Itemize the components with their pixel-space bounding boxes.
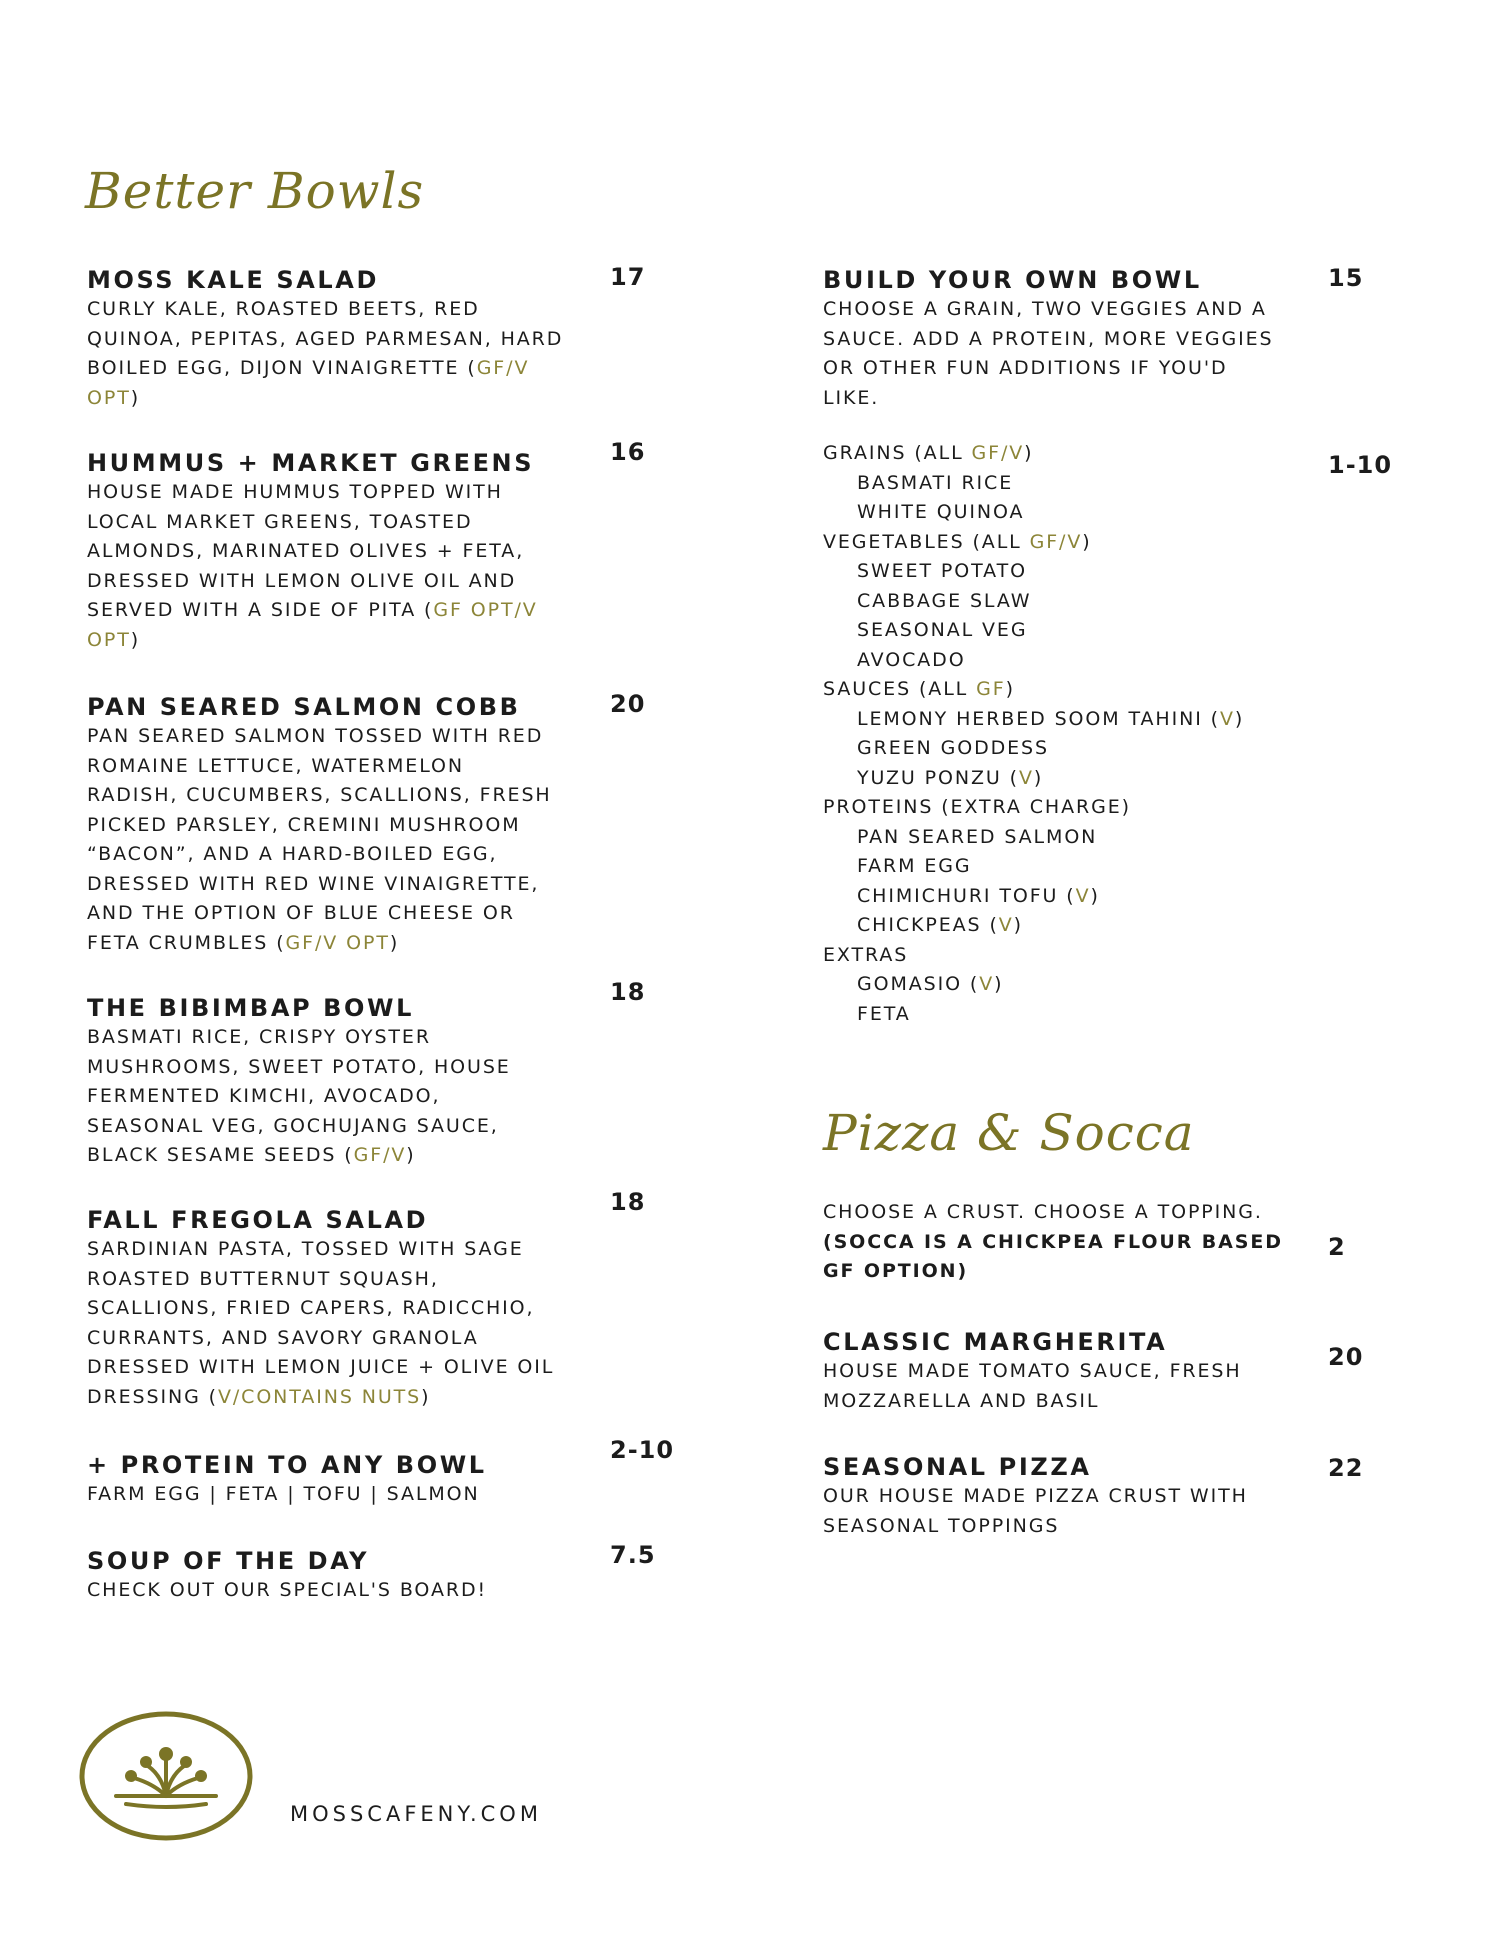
- option-item: BASMATI RICE: [857, 471, 1014, 494]
- item-description: PAN SEARED SALMON TOSSED WITH RED ROMAINE LETTUCE, WATERMELON RADISH, CUCUMBERS, SCALLIONS, FRESH PICKED PARSLEY, CREMINI MUSHROOM “BACON”, AND A HARD-BOILED EGG, DRESSED WITH RED WINE VINAIGRETTE, AND THE OPTION OF BLUE CHEESE OR FETA CRUMBLES (GF/V OPT): [87, 725, 552, 954]
- menu-item-bibimbap-bowl: [87, 993, 607, 1171]
- website-url[interactable]: MOSSCAFENY.COM: [290, 1802, 542, 1826]
- heading-pizza-socca: Pizza & Socca: [823, 1104, 1195, 1162]
- option-item: FETA: [857, 1002, 911, 1025]
- menu-item-soup-of-the-day: [87, 1546, 607, 1606]
- item-description: OUR HOUSE MADE PIZZA CRUST WITH SEASONAL TOPPINGS: [823, 1485, 1248, 1537]
- menu-item-fall-fregola-salad: [87, 1205, 607, 1412]
- item-name: SEASONAL PIZZA: [823, 1453, 1092, 1481]
- option-item: SEASONAL VEG: [857, 619, 1028, 641]
- option-category-sauces: SAUCES (ALL GF): [823, 678, 1015, 700]
- item-price: 20: [1328, 1343, 1364, 1371]
- heading-better-bowls: Better Bowls: [85, 162, 425, 220]
- item-price: 22: [1328, 1454, 1364, 1482]
- menu-item-classic-margherita: [823, 1327, 1303, 1416]
- option-item: WHITE QUINOA: [857, 501, 1025, 523]
- item-name: THE BIBIMBAP BOWL: [87, 994, 415, 1022]
- option-category-vegetables: VEGETABLES (ALL GF/V): [823, 530, 1092, 553]
- menu-item-hummus-market-greens: [87, 448, 607, 655]
- dietary-tag: V/CONTAINS NUTS: [217, 1385, 422, 1408]
- dietary-tag: GF OPT/V OPT: [87, 599, 538, 651]
- item-name: + PROTEIN TO ANY BOWL: [87, 1451, 487, 1479]
- option-category-grains: GRAINS (ALL GF/V): [823, 442, 1034, 464]
- pizza-intro-text: CHOOSE A CRUST. CHOOSE A TOPPING.: [823, 1201, 1263, 1223]
- item-price: 16: [610, 438, 646, 466]
- bowl-options-list: [823, 439, 1273, 1029]
- item-price: 17: [610, 263, 646, 291]
- item-description: FARM EGG | FETA | TOFU | SALMON: [87, 1483, 480, 1505]
- option-category-extras: EXTRAS: [823, 943, 909, 966]
- item-name: SOUP OF THE DAY: [87, 1547, 370, 1575]
- item-name: HUMMUS + MARKET GREENS: [87, 449, 535, 477]
- option-item: AVOCADO: [857, 648, 966, 671]
- socca-note: (SOCCA IS A CHICKPEA FLOUR BASED GF OPTION): [823, 1230, 1283, 1282]
- menu-item-seasonal-pizza: [823, 1452, 1303, 1541]
- menu-item-moss-kale-salad: [87, 265, 607, 413]
- item-price: 2-10: [610, 1436, 675, 1464]
- option-item: FARM EGG: [857, 855, 972, 877]
- menu-item-salmon-cobb: [87, 692, 607, 958]
- item-name: PAN SEARED SALMON COBB: [87, 693, 521, 721]
- item-description: CHOOSE A GRAIN, TWO VEGGIES AND A SAUCE. ADD A PROTEIN, MORE VEGGIES OR OTHER FUN ADDITIONS IF YOU'D LIKE.: [823, 298, 1274, 409]
- option-item: GOMASIO (V): [857, 973, 1004, 995]
- item-price: 20: [610, 690, 646, 718]
- socca-price: 2: [1328, 1233, 1346, 1261]
- item-price: 15: [1328, 264, 1364, 292]
- pizza-intro: [823, 1198, 1303, 1287]
- item-description: HOUSE MADE TOMATO SAUCE, FRESH MOZZARELLA AND BASIL: [823, 1360, 1242, 1412]
- option-item: CHICKPEAS (V): [857, 914, 1023, 936]
- dietary-tag: GF/V OPT: [87, 357, 530, 409]
- option-item: CABBAGE SLAW: [857, 589, 1032, 612]
- item-name: MOSS KALE SALAD: [87, 266, 379, 294]
- options-price: 1-10: [1328, 451, 1393, 479]
- item-description: CHECK OUT OUR SPECIAL'S BOARD!: [87, 1579, 488, 1601]
- sprout-logo-icon: [78, 1710, 254, 1842]
- item-name: FALL FREGOLA SALAD: [87, 1206, 429, 1234]
- item-description: HOUSE MADE HUMMUS TOPPED WITH LOCAL MARKET GREENS, TOASTED ALMONDS, MARINATED OLIVES + FETA, DRESSED WITH LEMON OLIVE OIL AND SERVED WITH A SIDE OF PITA (GF OPT/V OPT): [87, 481, 538, 651]
- item-name: BUILD YOUR OWN BOWL: [823, 266, 1202, 294]
- menu-item-protein-add-on: [87, 1450, 607, 1510]
- option-item: CHIMICHURI TOFU (V): [857, 884, 1100, 907]
- menu-item-build-your-own-bowl: [823, 265, 1303, 413]
- option-item: YUZU PONZU (V): [857, 766, 1044, 789]
- item-description: BASMATI RICE, CRISPY OYSTER MUSHROOMS, SWEET POTATO, HOUSE FERMENTED KIMCHI, AVOCADO, SEASONAL VEG, GOCHUJANG SAUCE, BLACK SESAME SEEDS (GF/V): [87, 1026, 511, 1166]
- dietary-tag: GF/V: [353, 1144, 407, 1166]
- item-name: CLASSIC MARGHERITA: [823, 1328, 1168, 1356]
- dietary-tag: GF/V OPT: [285, 931, 390, 954]
- option-item: GREEN GODDESS: [857, 737, 1049, 759]
- item-description: CURLY KALE, ROASTED BEETS, RED QUINOA, PEPITAS, AGED PARMESAN, HARD BOILED EGG, DIJON VINAIGRETTE (GF/V OPT): [87, 298, 564, 409]
- option-item: PAN SEARED SALMON: [857, 825, 1098, 848]
- option-item: LEMONY HERBED SOOM TAHINI (V): [857, 707, 1245, 730]
- item-description: SARDINIAN PASTA, TOSSED WITH SAGE ROASTED BUTTERNUT SQUASH, SCALLIONS, FRIED CAPERS, RADICCHIO, CURRANTS, AND SAVORY GRANOLA DRESSED WITH LEMON JUICE + OLIVE OIL DRESSING (V/CONTAINS NUTS): [87, 1238, 555, 1408]
- item-price: 18: [610, 1188, 646, 1216]
- option-category-proteins: PROTEINS (EXTRA CHARGE): [823, 796, 1131, 818]
- option-item: SWEET POTATO: [857, 560, 1027, 582]
- item-price: 18: [610, 978, 646, 1006]
- item-price: 7.5: [610, 1541, 656, 1569]
